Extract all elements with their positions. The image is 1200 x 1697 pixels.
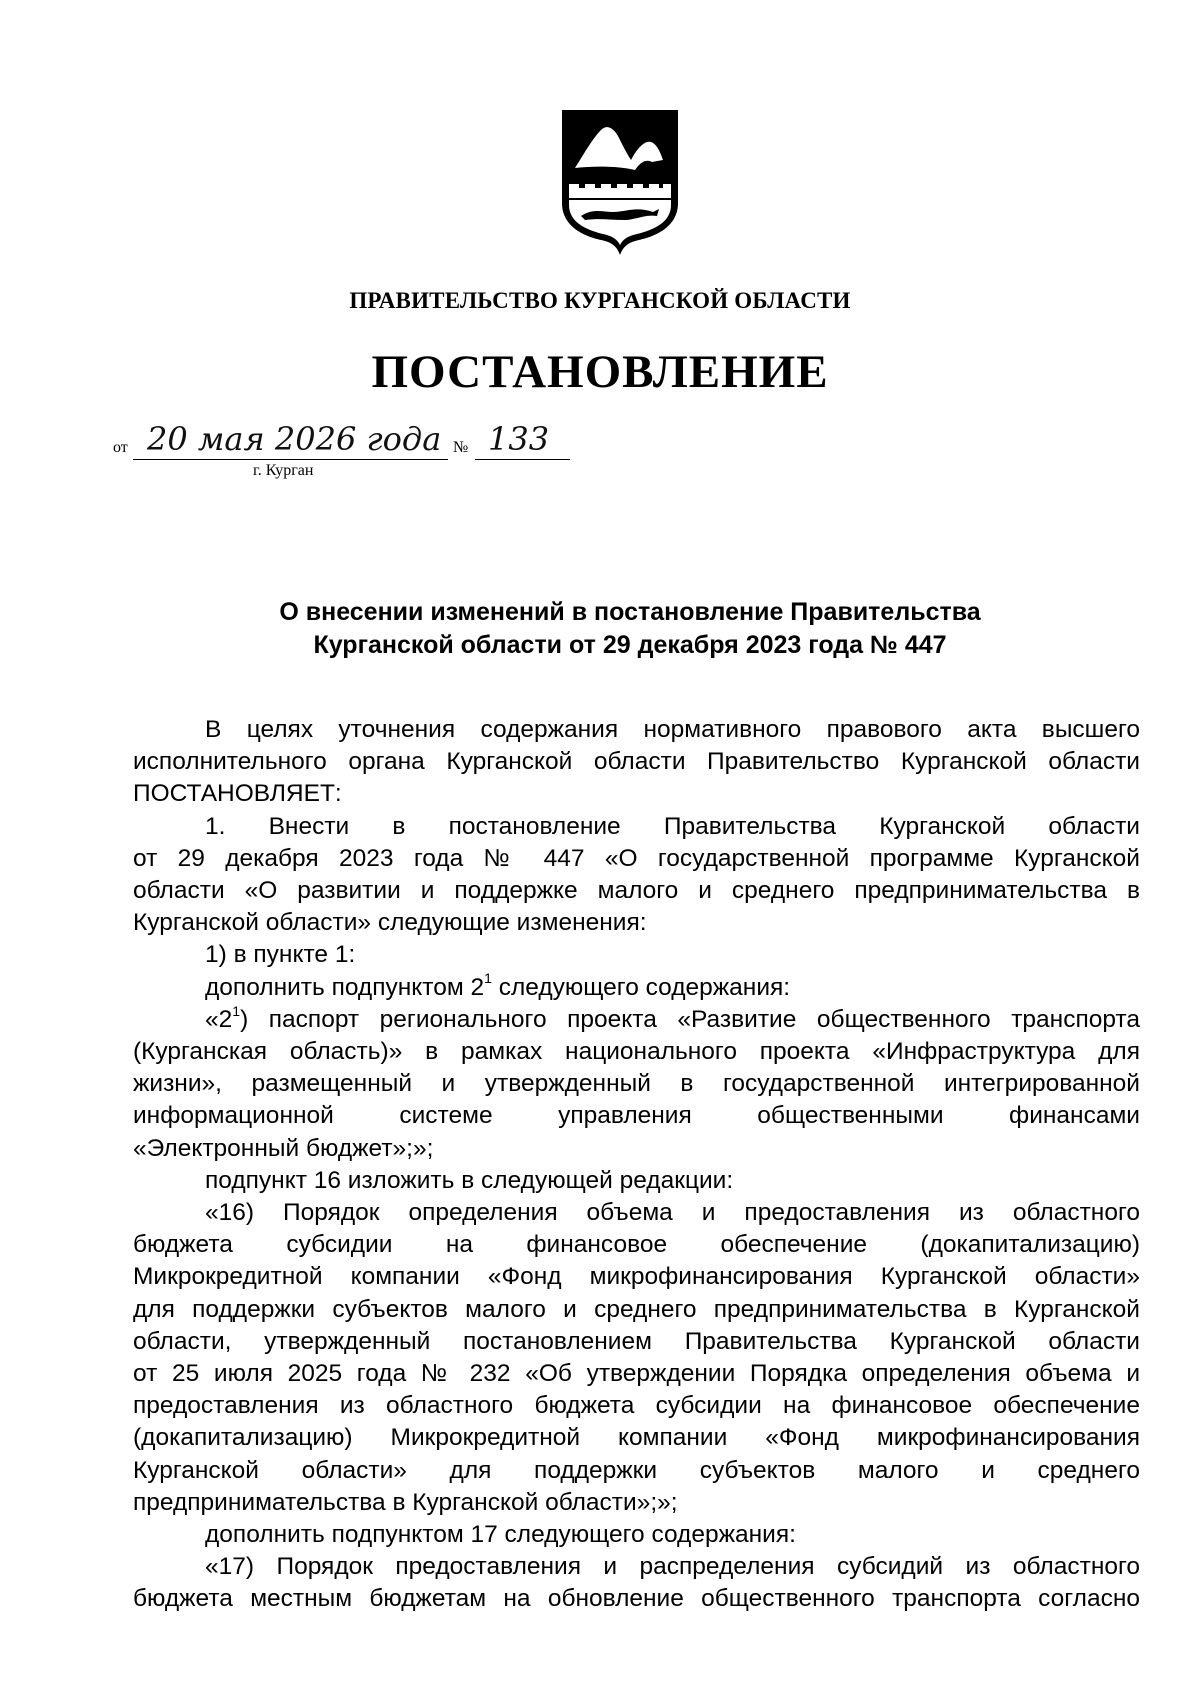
number-underline [475, 459, 570, 460]
body-line: предпринимательства в Курганской области»;»; [133, 1488, 678, 1516]
handwritten-number: 133 [488, 420, 550, 458]
body-line: «$2^1$) паспорт регионального проекта «Развитие общественного транспорта [205, 1002, 1140, 1033]
org-name: ПРАВИТЕЛЬСТВО КУРГАНСКОЙ ОБЛАСТИ [349, 288, 851, 313]
city-label: г. Курган [253, 462, 314, 479]
body-line: подпункт 16 изложить в следующей редакции: [205, 1166, 734, 1194]
body-line: предоставления из областного бюджета субсидии на финансовое обеспечение [133, 1392, 1140, 1420]
body-line: Курганской области» для поддержки субъектов малого и среднего [133, 1456, 1140, 1484]
body-line: «Электронный бюджет»;»; [133, 1134, 434, 1162]
document-body [133, 714, 1140, 1616]
coat-of-arms-emblem [559, 108, 681, 258]
date-number-row [113, 420, 633, 468]
body-line: ПОСТАНОВЛЯЕТ: [133, 780, 342, 808]
date-prefix: от [113, 439, 128, 456]
body-line: от 25 июля 2025 года № 232 «Об утверждении Порядка определения объема и [133, 1360, 1140, 1388]
body-line: 1) в пункте 1: [205, 941, 356, 969]
date-underline [133, 459, 448, 460]
body-line: бюджета субсидии на финансовое обеспечение (докапитализацию) [133, 1231, 1140, 1259]
body-line: 1. Внести в постановление Правительства Курганской области [205, 812, 1140, 840]
body-line: дополнить подпунктом 17 следующего содержания: [205, 1521, 796, 1549]
document-title [120, 596, 1140, 662]
body-line: области, утвержденный постановлением Правительства Курганской области [133, 1327, 1140, 1355]
body-line: исполнительного органа Курганской области Правительство Курганской области [133, 748, 1140, 776]
body-line: жизни», размещенный и утвержденный в государственной интегрированной [133, 1070, 1140, 1098]
body-line: области «О развитии и поддержке малого и среднего предпринимательства в [133, 877, 1140, 905]
body-line: «16) Порядок определения объема и предоставления из областного [205, 1199, 1140, 1227]
body-line: информационной системе управления общественными финансами [133, 1102, 1140, 1130]
body-line: «17) Порядок предоставления и распределения субсидий из областного [205, 1553, 1140, 1581]
body-line: бюджета местным бюджетам на обновление общественного транспорта согласно [133, 1585, 1140, 1613]
handwritten-date: 20 мая 2026 года [147, 420, 442, 458]
number-label: № [453, 439, 469, 456]
body-line: дополнить подпунктом $2^1$ следующего содержания: [205, 970, 791, 1001]
title-line: О внесении изменений в постановление Правительства [279, 598, 981, 626]
body-line: (Курганская область)» в рамках национального проекта «Инфраструктура для [133, 1038, 1140, 1066]
body-line: Микрокредитной компании «Фонд микрофинансирования Курганской области» [133, 1263, 1140, 1291]
body-line: В целях уточнения содержания нормативного правового акта высшего [205, 716, 1140, 743]
document-type-title: ПОСТАНОВЛЕНИЕ [371, 346, 829, 398]
body-line: от 29 декабря 2023 года № 447 «О государственной программе Курганской [133, 844, 1140, 872]
title-line: Курганской области от 29 декабря 2023 года № 447 [313, 631, 947, 659]
body-line: для поддержки субъектов малого и среднего предпринимательства в Курганской [133, 1295, 1140, 1323]
body-line: (докапитализацию) Микрокредитной компании «Фонд микрофинансирования [133, 1424, 1140, 1452]
body-line: Курганской области» следующие изменения: [133, 909, 647, 937]
